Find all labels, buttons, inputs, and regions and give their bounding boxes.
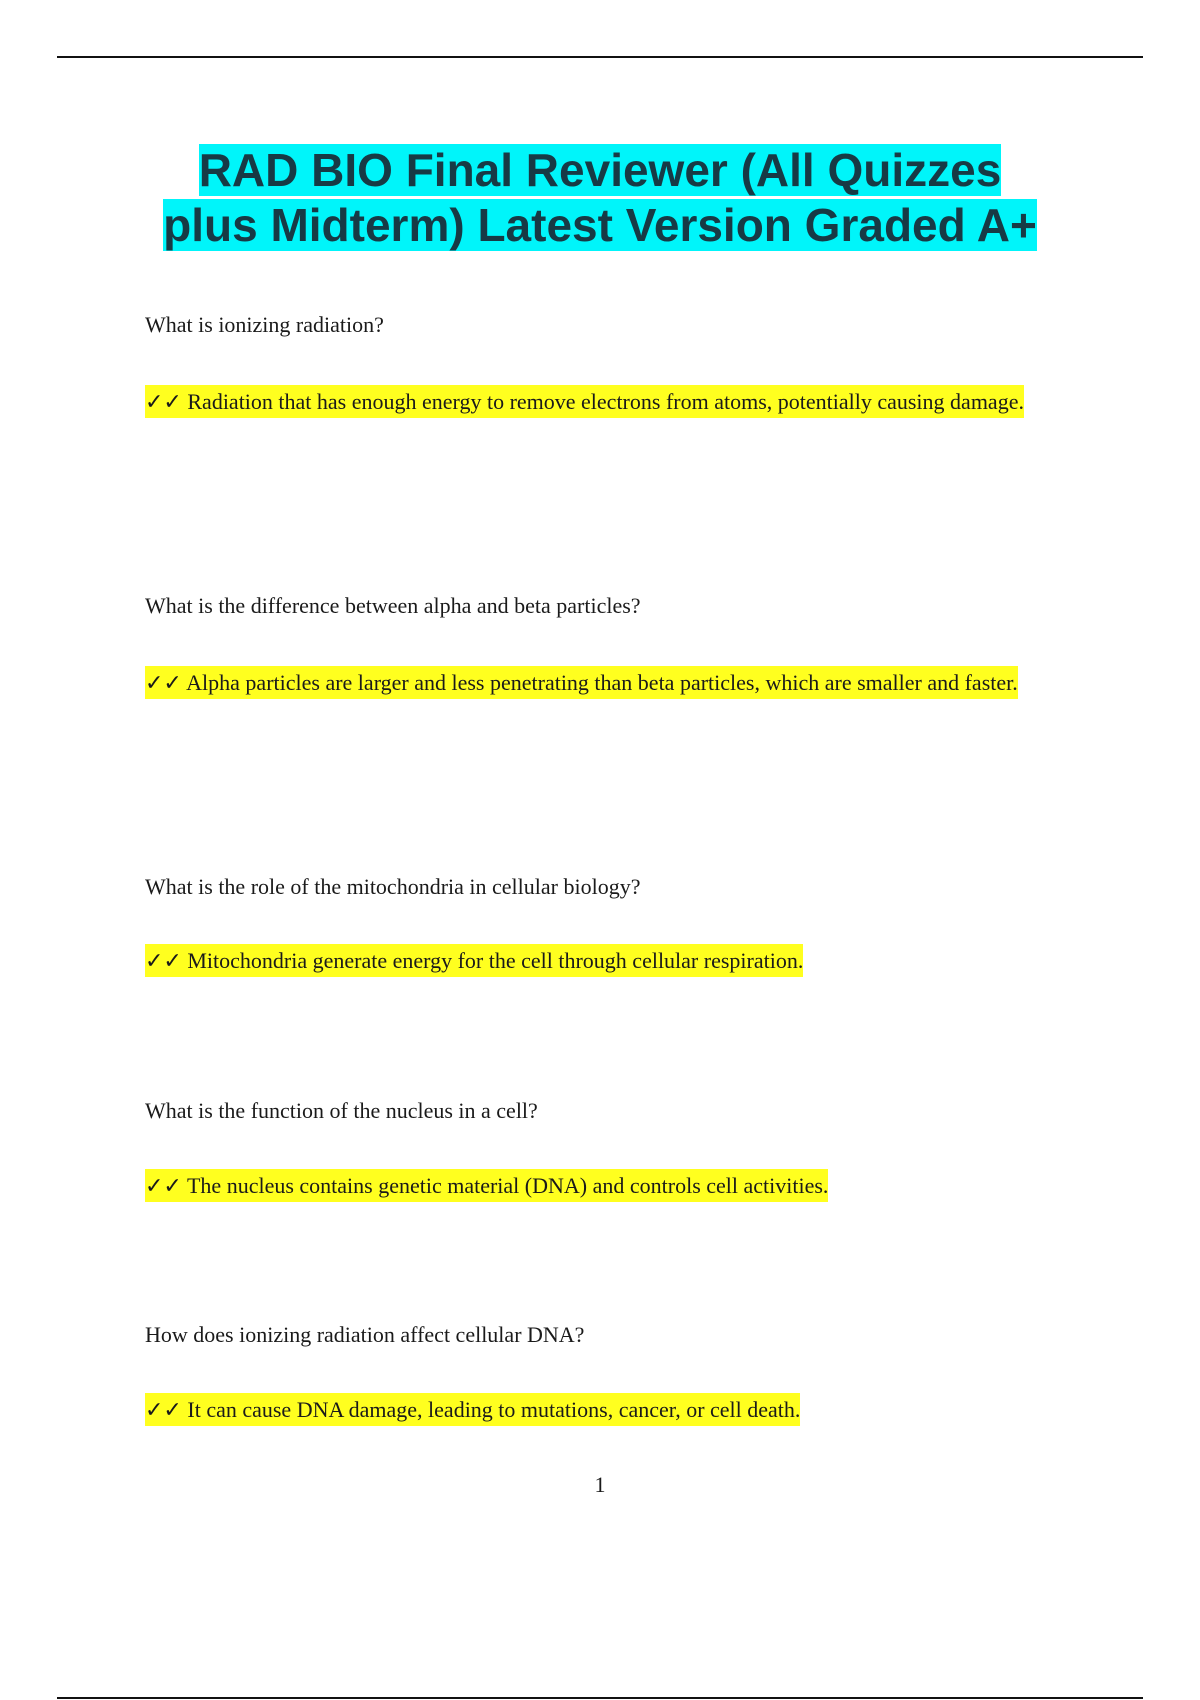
- question-1: What is ionizing radiation?: [145, 312, 384, 337]
- checkmark-icon: ✓✓: [145, 390, 182, 415]
- question-2: What is the difference between alpha and beta particles?: [145, 593, 641, 618]
- answer-3-text: Mitochondria generate energy for the cell through cellular respiration.: [187, 948, 804, 973]
- checkmark-icon: ✓✓: [145, 949, 182, 974]
- document-title: [100, 143, 1100, 253]
- title-line-1: RAD BIO Final Reviewer (All Quizzes: [198, 144, 1002, 196]
- top-rule: [57, 56, 1143, 58]
- question-4: What is the function of the nucleus in a cell?: [145, 1098, 538, 1123]
- checkmark-icon: ✓✓: [145, 1174, 182, 1199]
- answer-4-text: The nucleus contains genetic material (DNA) and controls cell activities.: [186, 1173, 829, 1198]
- answer-1-text: Radiation that has enough energy to remove electrons from atoms, potentially causing damage.: [187, 389, 1024, 414]
- question-5: How does ionizing radiation affect cellular DNA?: [145, 1322, 585, 1347]
- question-3: What is the role of the mitochondria in cellular biology?: [145, 874, 641, 899]
- checkmark-icon: ✓✓: [145, 1398, 182, 1423]
- answer-1: [145, 372, 1045, 433]
- answer-3: [145, 931, 1045, 992]
- answer-4: [145, 1156, 1045, 1217]
- answer-2-text: Alpha particles are larger and less penetrating than beta particles, which are smaller and faster.: [186, 670, 1018, 695]
- answer-5-text: It can cause DNA damage, leading to mutations, cancer, or cell death.: [187, 1397, 801, 1422]
- bottom-rule: [57, 1697, 1143, 1699]
- checkmark-icon: ✓✓: [145, 671, 182, 696]
- page-number: 1: [594, 1472, 606, 1497]
- answer-5: [145, 1380, 1045, 1441]
- answer-2: [145, 653, 1045, 714]
- title-line-2: plus Midterm) Latest Version Graded A+: [163, 199, 1037, 251]
